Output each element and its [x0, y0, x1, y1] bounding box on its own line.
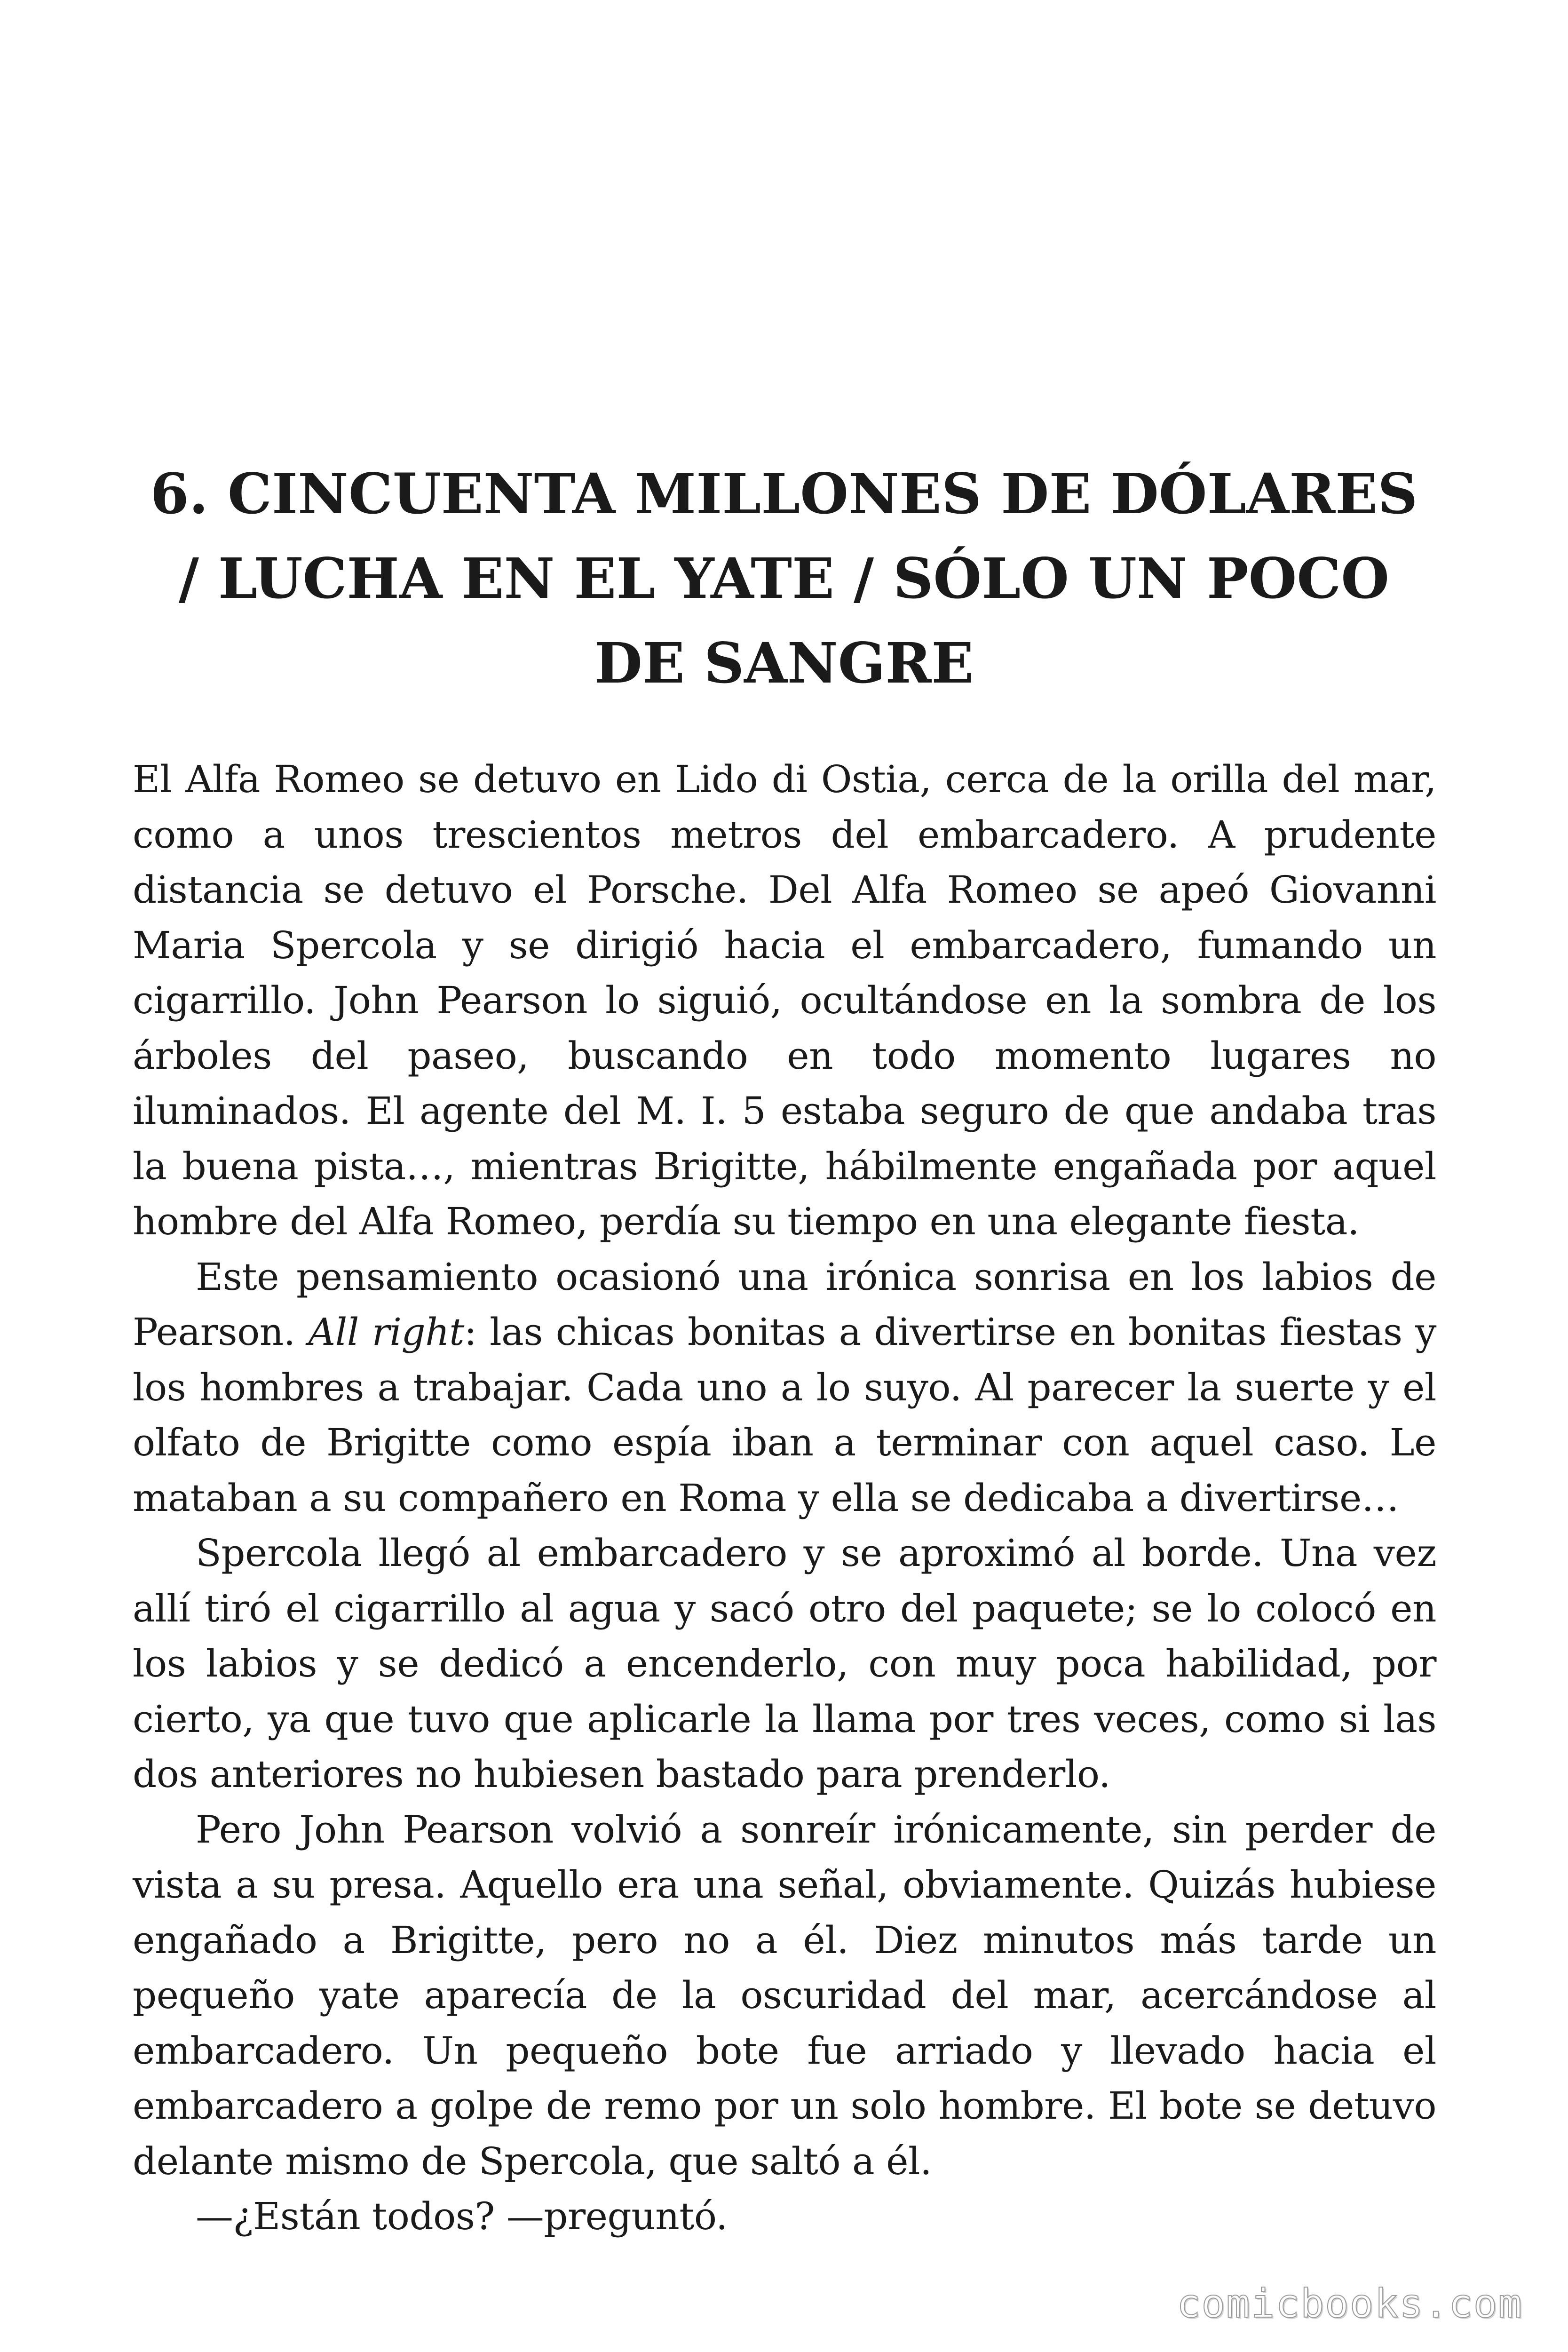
paragraph-3: Spercola llegó al embarcadero y se aproximó al borde. Una vez allí tiró el cigarrillo al agua y sacó otro del paquete; se lo colocó en los labios y se dedicó a encenderlo, con muy poca habilidad, por cierto, ya que tuvo que aplicarle la llama por tres veces, como si las dos anteriores no hubiesen bastado para prenderlo. — [133, 1531, 1436, 1796]
paragraph-2-before: Este pensamiento ocasionó una irónica sonrisa en los labios de Pearson. — [133, 1255, 1436, 1354]
paragraph-2-italic: All right — [308, 1310, 464, 1354]
paragraph-5-dialogue: —¿Están todos? —preguntó. — [196, 2194, 728, 2238]
watermark: comicbooks.com — [1176, 2280, 1523, 2327]
chapter-title: 6. CINCUENTA MILLONES DE DÓLARES / LUCHA EN EL YATE / SÓLO UN POCO DE SANGRE — [150, 461, 1418, 696]
paragraph-4: Pero John Pearson volvió a sonreír irónicamente, sin perder de vista a su presa. Aquello era una señal, obviamente. Quizás hubiese engañado a Brigitte, pero no a él. Diez minutos más tarde un pequeño yate aparecía de la oscuridad del mar, acercándose al embarcadero. Un pequeño bote fue arriado y llevado hacia el embarcadero a golpe de remo por un solo hombre. El bote se detuvo delante mismo de Spercola, que saltó a él. — [133, 1807, 1436, 2183]
paragraph-2-after: : las chicas bonitas a divertirse en bonitas fiestas y los hombres a trabajar. Cada uno a lo suyo. Al parecer la suerte y el olfato de Brigitte como espía iban a terminar con aquel caso. Le mataban a su compañero en Roma y ella se dedicaba a divertirse… — [133, 1310, 1436, 1520]
paragraph-2 — [133, 1249, 1436, 1526]
paragraph-1: El Alfa Romeo se detuvo en Lido di Ostia, cerca de la orilla del mar, como a unos trescientos metros del embarcadero. A prudente distancia se detuvo el Porsche. Del Alfa Romeo se apeó Giovanni Maria Spercola y se dirigió hacia el embarcadero, fumando un cigarrillo. John Pearson lo siguió, ocultándose en la sombra de los árboles del paseo, buscando en todo momento lugares no iluminados. El agente del M. I. 5 estaba seguro de que andaba tras la buena pista…, mientras Brigitte, hábilmente engañada por aquel hombre del Alfa Romeo, perdía su tiempo en una elegante fiesta. — [133, 757, 1436, 1243]
body-text — [133, 752, 1436, 2244]
